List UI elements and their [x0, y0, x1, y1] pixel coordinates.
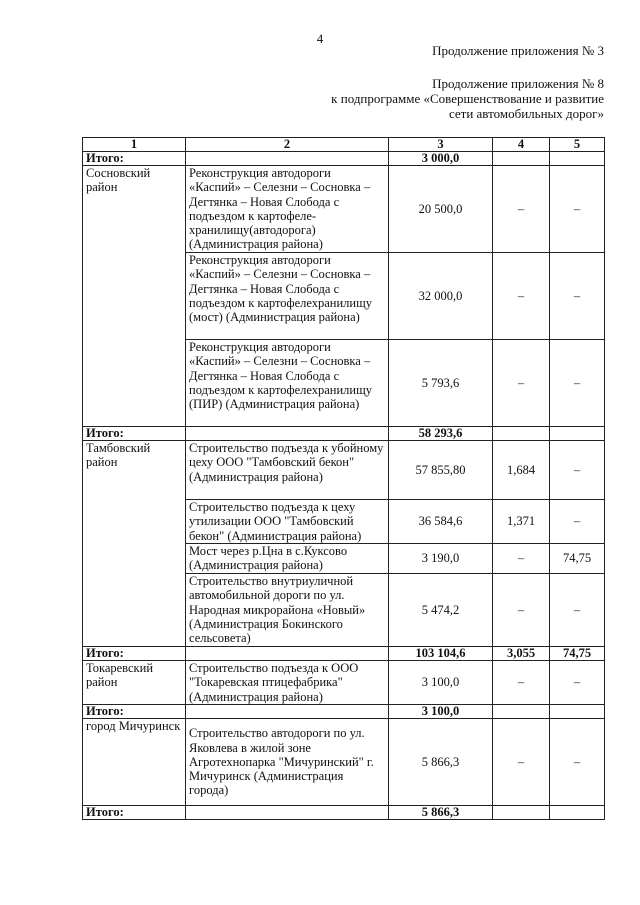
- dash: –: [550, 340, 605, 427]
- program-table: [82, 137, 605, 820]
- total-col4: 3,055: [493, 647, 550, 661]
- dash: –: [493, 661, 550, 705]
- district-name: Сосновский район: [83, 166, 186, 427]
- dash: –: [493, 719, 550, 806]
- col5-value: 74,75: [550, 544, 605, 574]
- amount: 36 584,6: [389, 500, 493, 544]
- project-name: Реконструкция автодороги «Каспий» – Селезни – Сосновка – Дегтянка – Новая Слобода с подъездом к картофеле-хранилищу(автодорога) (Администрация района): [186, 166, 389, 253]
- column-header: 4: [493, 138, 550, 152]
- dash: –: [550, 441, 605, 500]
- amount: 32 000,0: [389, 253, 493, 340]
- project-name: Мост через р.Цна в с.Куксово (Администрация района): [186, 544, 389, 574]
- dash: –: [550, 719, 605, 806]
- dash: –: [493, 253, 550, 340]
- total-label: Итого:: [83, 705, 186, 719]
- dash: –: [550, 500, 605, 544]
- total-amount: 3 000,0: [389, 152, 493, 166]
- table-row: [83, 166, 605, 253]
- district-name: город Мичуринск: [83, 719, 186, 806]
- amount: 3 100,0: [389, 661, 493, 705]
- amount: 5 474,2: [389, 574, 493, 647]
- total-row: [83, 427, 605, 441]
- project-name: Реконструкция автодороги «Каспий» – Селезни – Сосновка – Дегтянка – Новая Слобода с подъездом к картофелехранилищу (ПИР) (Администрация района): [186, 340, 389, 427]
- district-name: Токаревский район: [83, 661, 186, 705]
- col4-value: 1,684: [493, 441, 550, 500]
- dash: –: [493, 544, 550, 574]
- appendix-continuation-3: [432, 43, 604, 58]
- total-amount: 58 293,6: [389, 427, 493, 441]
- appendix-continuation-8: [331, 76, 604, 121]
- table-row: [83, 719, 605, 806]
- amount: 57 855,80: [389, 441, 493, 500]
- dash: –: [493, 574, 550, 647]
- project-name: Строительство подъезда к цеху утилизации ООО "Тамбовский бекон" (Администрация района): [186, 500, 389, 544]
- project-name: Строительство подъезда к убойному цеху ООО "Тамбовский бекон" (Администрация района): [186, 441, 389, 500]
- project-name: Реконструкция автодороги «Каспий» – Селезни – Сосновка – Дегтянка – Новая Слобода с подъездом к картофелехранилищу (мост) (Администрация района): [186, 253, 389, 340]
- total-label: Итого:: [83, 647, 186, 661]
- dash: –: [550, 166, 605, 253]
- total-label: Итого:: [83, 806, 186, 820]
- column-header: 2: [186, 138, 389, 152]
- table-row: [83, 441, 605, 500]
- header-line-2: Продолжение приложения № 8: [432, 76, 604, 91]
- header-line-1: Продолжение приложения № 3: [432, 43, 604, 58]
- dash: –: [550, 574, 605, 647]
- dash: –: [550, 661, 605, 705]
- total-amount: 5 866,3: [389, 806, 493, 820]
- column-header: 3: [389, 138, 493, 152]
- amount: 5 866,3: [389, 719, 493, 806]
- total-amount: 103 104,6: [389, 647, 493, 661]
- amount: 20 500,0: [389, 166, 493, 253]
- total-amount: 3 100,0: [389, 705, 493, 719]
- project-name: Строительство автодороги по ул. Яковлева в жилой зоне Агротехнопарка "Мичуринский" г. Мичуринск (Администрация города): [186, 719, 389, 806]
- total-label: Итого:: [83, 152, 186, 166]
- header-line-4: сети автомобильных дорог»: [448, 106, 604, 121]
- dash: –: [493, 340, 550, 427]
- project-name: Строительство внутриуличной автомобильной дороги по ул. Народная микрорайона «Новый» (Администрация Бокинского сельсовета): [186, 574, 389, 647]
- total-row: [83, 152, 605, 166]
- amount: 5 793,6: [389, 340, 493, 427]
- dash: –: [493, 166, 550, 253]
- table-row: [83, 661, 605, 705]
- dash: –: [550, 253, 605, 340]
- column-header: 1: [83, 138, 186, 152]
- total-row: [83, 705, 605, 719]
- amount: 3 190,0: [389, 544, 493, 574]
- district-name: Тамбовский район: [83, 441, 186, 647]
- col4-value: 1,371: [493, 500, 550, 544]
- total-row: [83, 806, 605, 820]
- total-col5: 74,75: [550, 647, 605, 661]
- project-name: Строительство подъезда к ООО "Токаревская птицефабрика" (Администрация района): [186, 661, 389, 705]
- table-header-row: [83, 138, 605, 152]
- total-label: Итого:: [83, 427, 186, 441]
- page-number: 4: [316, 31, 324, 46]
- total-row: [83, 647, 605, 661]
- header-line-3: к подпрограмме «Совершенствование и развитие: [331, 91, 604, 106]
- column-header: 5: [550, 138, 605, 152]
